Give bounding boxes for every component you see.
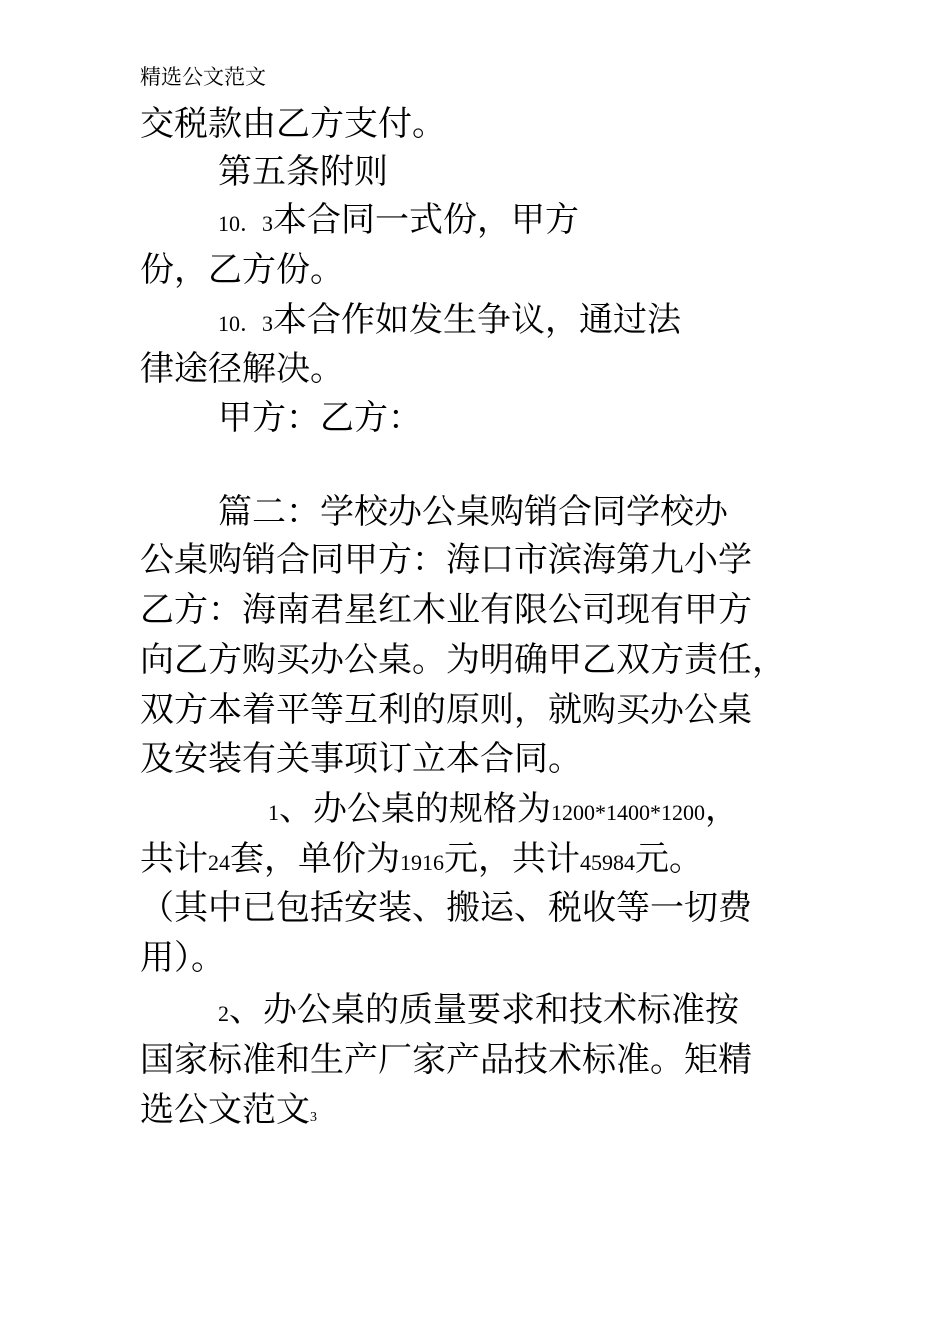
spec-value: 1200*1400*1200: [551, 800, 705, 825]
total-value: 45984: [580, 850, 635, 875]
clause-text: 本合同一式份，甲方: [273, 200, 580, 240]
clause-line: [218, 296, 681, 348]
text-line: 国家标准和生产厂家产品技术标准。矩精: [140, 1040, 752, 1080]
text-fragment: 元。: [635, 839, 703, 879]
clause-number: 10．3: [218, 211, 274, 236]
text-line: 及安装有关事项订立本合同。: [140, 739, 582, 779]
page-header: 精选公文范文: [140, 65, 266, 89]
unit-price-value: 1916: [400, 850, 444, 875]
text-line: 乙方：海南君星红木业有限公司现有甲方: [140, 590, 752, 630]
section-heading: 第五条附则: [218, 152, 388, 192]
text-line: 律途径解决。: [140, 349, 344, 389]
clause-line: [268, 785, 739, 837]
text-line: 双方本着平等互利的原则，就购买办公桌: [140, 690, 752, 730]
footer-text: 选公文范文: [140, 1090, 310, 1130]
section-heading: 篇二：学校办公桌购销合同学校办: [218, 492, 728, 532]
text-fragment: 套，单价为: [230, 839, 400, 879]
page-number: 3: [310, 1110, 317, 1125]
clause-line: [218, 986, 739, 1038]
text-line: 公桌购销合同甲方：海口市滨海第九小学: [140, 540, 752, 580]
quantity-value: 24: [208, 850, 230, 875]
text-fragment: 元，共计: [444, 839, 580, 879]
text-line: [140, 835, 703, 887]
clause-text: 、办公桌的质量要求和技术标准按: [229, 990, 739, 1030]
text-line: 份，乙方份。: [140, 250, 344, 290]
signature-line: 甲方：乙方：: [218, 398, 422, 438]
text-line: 交税款由乙方支付。: [140, 104, 446, 144]
text-line: 用）。: [140, 938, 225, 978]
text-fragment: 共计: [140, 839, 208, 879]
clause-line: [218, 196, 579, 248]
text-line: 向乙方购买办公桌。为明确甲乙双方责任，: [140, 640, 786, 680]
clause-number: 1: [268, 800, 279, 825]
clause-number: 10．3: [218, 311, 274, 336]
clause-number: 2: [218, 1001, 229, 1026]
clause-text: 、办公桌的规格为: [279, 789, 551, 829]
text-line: （其中已包括安装、搬运、税收等一切费: [140, 888, 752, 928]
clause-text: 本合作如发生争议，通过法: [273, 300, 682, 340]
footer-line: [140, 1086, 317, 1142]
punctuation: ，: [705, 789, 739, 829]
